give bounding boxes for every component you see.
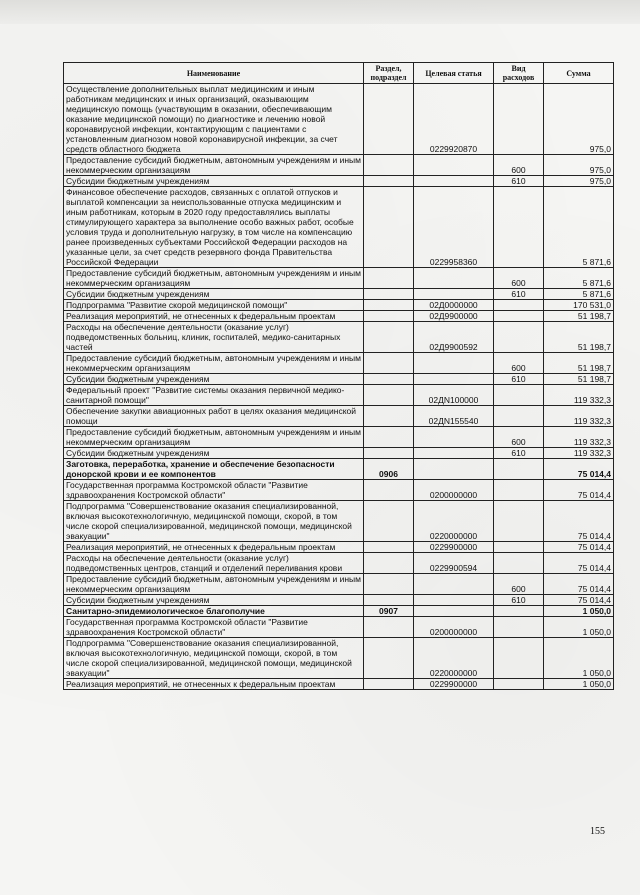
cell-name: Расходы на обеспечение деятельности (оказание услуг) подведомственных больниц, клиник, госпиталей, медико-санитарных частей: [64, 322, 364, 353]
cell-sum: 975,0: [544, 155, 614, 176]
cell-name: Субсидии бюджетным учреждениям: [64, 595, 364, 606]
cell-sum: 75 014,4: [544, 574, 614, 595]
cell-target: [414, 176, 494, 187]
cell-section: [364, 427, 414, 448]
cell-kind: [494, 606, 544, 617]
cell-kind: 600: [494, 574, 544, 595]
cell-section: [364, 679, 414, 690]
cell-target: 0200000000: [414, 480, 494, 501]
cell-target: [414, 353, 494, 374]
scan-top-edge: [0, 0, 640, 24]
cell-sum: 75 014,4: [544, 459, 614, 480]
cell-section: [364, 322, 414, 353]
cell-name: Субсидии бюджетным учреждениям: [64, 448, 364, 459]
table-row: [64, 322, 614, 353]
table-row: [64, 638, 614, 679]
cell-target: [414, 574, 494, 595]
table-body: [64, 84, 614, 690]
table-row: [64, 553, 614, 574]
cell-sum: 51 198,7: [544, 311, 614, 322]
cell-name: Предоставление субсидий бюджетным, автономным учреждениям и иным некоммерческим организациям: [64, 353, 364, 374]
cell-section: 0906: [364, 459, 414, 480]
cell-target: 0229900594: [414, 553, 494, 574]
cell-name: Финансовое обеспечение расходов, связанных с оплатой отпусков и выплатой компенсации за неиспользованные отпуска медицинским и иным работникам, которым в 2020 году предоставлялись выплаты стимулирующего характера за выполнение особо важных работ, особые условия труда и дополнительную нагрузку, в том числе на компенсацию ранее произведенных субъектами Российской Федерации расходов на указанные цели, за счет средств резервного фонда Правительства Российской Федерации: [64, 187, 364, 268]
cell-name: Обеспечение закупки авиационных работ в целях оказания медицинской помощи: [64, 406, 364, 427]
cell-target: 0220000000: [414, 638, 494, 679]
table-row: [64, 406, 614, 427]
header-kind: Вид расходов: [494, 63, 544, 84]
cell-name: Предоставление субсидий бюджетным, автономным учреждениям и иным некоммерческим организациям: [64, 574, 364, 595]
cell-target: 02ДN100000: [414, 385, 494, 406]
table-row: [64, 427, 614, 448]
cell-name: Реализация мероприятий, не отнесенных к федеральным проектам: [64, 542, 364, 553]
table-row: [64, 606, 614, 617]
cell-target: 0229920870: [414, 84, 494, 155]
cell-name: Реализация мероприятий, не отнесенных к федеральным проектам: [64, 679, 364, 690]
cell-kind: 600: [494, 268, 544, 289]
cell-sum: 5 871,6: [544, 187, 614, 268]
table-row: [64, 501, 614, 542]
cell-kind: [494, 542, 544, 553]
cell-target: 02Д9900000: [414, 311, 494, 322]
cell-target: [414, 427, 494, 448]
cell-section: 0907: [364, 606, 414, 617]
cell-target: 0229900000: [414, 679, 494, 690]
cell-target: [414, 459, 494, 480]
cell-section: [364, 155, 414, 176]
cell-sum: 5 871,6: [544, 268, 614, 289]
cell-section: [364, 300, 414, 311]
table-row: [64, 155, 614, 176]
cell-sum: 51 198,7: [544, 322, 614, 353]
cell-name: Подпрограмма "Совершенствование оказания специализированной, включая высокотехнологичную, медицинской помощи, скорой, в том числе скорой специализированной, медицинской помощи, медицинской эвакуации": [64, 501, 364, 542]
cell-kind: 610: [494, 448, 544, 459]
cell-name: Подпрограмма "Развитие скорой медицинской помощи": [64, 300, 364, 311]
cell-target: 02Д9900592: [414, 322, 494, 353]
cell-sum: 170 531,0: [544, 300, 614, 311]
cell-sum: 119 332,3: [544, 427, 614, 448]
cell-sum: 119 332,3: [544, 385, 614, 406]
cell-kind: 610: [494, 374, 544, 385]
cell-kind: [494, 322, 544, 353]
table-row: [64, 385, 614, 406]
cell-section: [364, 553, 414, 574]
cell-target: 0200000000: [414, 617, 494, 638]
cell-kind: 610: [494, 176, 544, 187]
cell-name: Предоставление субсидий бюджетным, автономным учреждениям и иным некоммерческим организациям: [64, 268, 364, 289]
cell-kind: 610: [494, 289, 544, 300]
cell-kind: [494, 311, 544, 322]
cell-section: [364, 374, 414, 385]
cell-name: Санитарно-эпидемиологическое благополучие: [64, 606, 364, 617]
cell-target: [414, 606, 494, 617]
cell-kind: [494, 459, 544, 480]
cell-sum: 975,0: [544, 176, 614, 187]
cell-target: [414, 155, 494, 176]
cell-kind: [494, 638, 544, 679]
header-target: Целевая статья: [414, 63, 494, 84]
cell-target: [414, 289, 494, 300]
cell-name: Государственная программа Костромской области "Развитие здравоохранения Костромской области": [64, 480, 364, 501]
table-row: [64, 84, 614, 155]
cell-kind: 600: [494, 155, 544, 176]
table-row: [64, 542, 614, 553]
table-header-row: [64, 63, 614, 84]
cell-name: Государственная программа Костромской области "Развитие здравоохранения Костромской области": [64, 617, 364, 638]
table-row: [64, 300, 614, 311]
table-row: [64, 480, 614, 501]
cell-kind: [494, 679, 544, 690]
cell-sum: 119 332,3: [544, 406, 614, 427]
table-row: [64, 459, 614, 480]
cell-kind: [494, 617, 544, 638]
cell-name: Субсидии бюджетным учреждениям: [64, 176, 364, 187]
cell-name: Подпрограмма "Совершенствование оказания специализированной, включая высокотехнологичную, медицинской помощи, скорой, в том числе скорой специализированной, медицинской помощи, медицинской эвакуации": [64, 638, 364, 679]
page-number: 155: [590, 826, 605, 837]
cell-section: [364, 311, 414, 322]
cell-section: [364, 638, 414, 679]
cell-section: [364, 617, 414, 638]
table-row: [64, 679, 614, 690]
cell-name: Расходы на обеспечение деятельности (оказание услуг) подведомственных центров, станций и отделений переливания крови: [64, 553, 364, 574]
cell-name: Предоставление субсидий бюджетным, автономным учреждениям и иным некоммерческим организациям: [64, 155, 364, 176]
cell-section: [364, 385, 414, 406]
cell-sum: 75 014,4: [544, 542, 614, 553]
cell-name: Субсидии бюджетным учреждениям: [64, 374, 364, 385]
table-row: [64, 353, 614, 374]
cell-kind: [494, 300, 544, 311]
table-row: [64, 176, 614, 187]
cell-section: [364, 480, 414, 501]
cell-sum: 5 871,6: [544, 289, 614, 300]
cell-sum: 119 332,3: [544, 448, 614, 459]
cell-kind: [494, 501, 544, 542]
cell-name: Осуществление дополнительных выплат медицинским и иным работникам медицинских и иных организаций, оказывающим медицинскую помощь (участвующим в оказании, обеспечивающим оказание медицинской помощи) по диагностике и лечению новой коронавирусной инфекции, контактирующим с пациентами с установленным диагнозом новой коронавирусной инфекции, за счет средств областного бюджета: [64, 84, 364, 155]
cell-sum: 51 198,7: [544, 353, 614, 374]
cell-kind: [494, 187, 544, 268]
cell-kind: 600: [494, 353, 544, 374]
cell-target: [414, 268, 494, 289]
cell-sum: 75 014,4: [544, 553, 614, 574]
header-name: Наименование: [64, 63, 364, 84]
cell-sum: 1 050,0: [544, 606, 614, 617]
table-row: [64, 448, 614, 459]
cell-target: 02ДN155540: [414, 406, 494, 427]
cell-section: [364, 595, 414, 606]
cell-section: [364, 84, 414, 155]
cell-name: Заготовка, переработка, хранение и обеспечение безопасности донорской крови и ее компонентов: [64, 459, 364, 480]
cell-sum: 75 014,4: [544, 595, 614, 606]
header-sum: Сумма: [544, 63, 614, 84]
cell-section: [364, 501, 414, 542]
cell-section: [364, 289, 414, 300]
cell-section: [364, 406, 414, 427]
cell-sum: 1 050,0: [544, 679, 614, 690]
cell-section: [364, 574, 414, 595]
table-row: [64, 617, 614, 638]
cell-section: [364, 268, 414, 289]
cell-kind: [494, 553, 544, 574]
cell-target: 0229900000: [414, 542, 494, 553]
cell-section: [364, 353, 414, 374]
cell-target: [414, 448, 494, 459]
cell-target: [414, 374, 494, 385]
cell-kind: [494, 406, 544, 427]
cell-name: Предоставление субсидий бюджетным, автономным учреждениям и иным некоммерческим организациям: [64, 427, 364, 448]
table-row: [64, 187, 614, 268]
cell-section: [364, 448, 414, 459]
cell-name: Субсидии бюджетным учреждениям: [64, 289, 364, 300]
cell-kind: [494, 385, 544, 406]
table-row: [64, 268, 614, 289]
cell-target: [414, 595, 494, 606]
cell-name: Реализация мероприятий, не отнесенных к федеральным проектам: [64, 311, 364, 322]
cell-sum: 975,0: [544, 84, 614, 155]
cell-target: 02Д0000000: [414, 300, 494, 311]
table-row: [64, 311, 614, 322]
cell-section: [364, 176, 414, 187]
cell-sum: 75 014,4: [544, 480, 614, 501]
table-row: [64, 374, 614, 385]
cell-kind: 610: [494, 595, 544, 606]
cell-kind: [494, 480, 544, 501]
header-section: Раздел, подраздел: [364, 63, 414, 84]
cell-sum: 75 014,4: [544, 501, 614, 542]
cell-name: Федеральный проект "Развитие системы оказания первичной медико-санитарной помощи": [64, 385, 364, 406]
cell-kind: 600: [494, 427, 544, 448]
cell-sum: 51 198,7: [544, 374, 614, 385]
table-row: [64, 574, 614, 595]
cell-section: [364, 542, 414, 553]
table-row: [64, 289, 614, 300]
cell-section: [364, 187, 414, 268]
cell-sum: 1 050,0: [544, 617, 614, 638]
budget-table: [63, 62, 614, 690]
cell-kind: [494, 84, 544, 155]
cell-target: 0229958360: [414, 187, 494, 268]
cell-target: 0220000000: [414, 501, 494, 542]
cell-sum: 1 050,0: [544, 638, 614, 679]
table-row: [64, 595, 614, 606]
